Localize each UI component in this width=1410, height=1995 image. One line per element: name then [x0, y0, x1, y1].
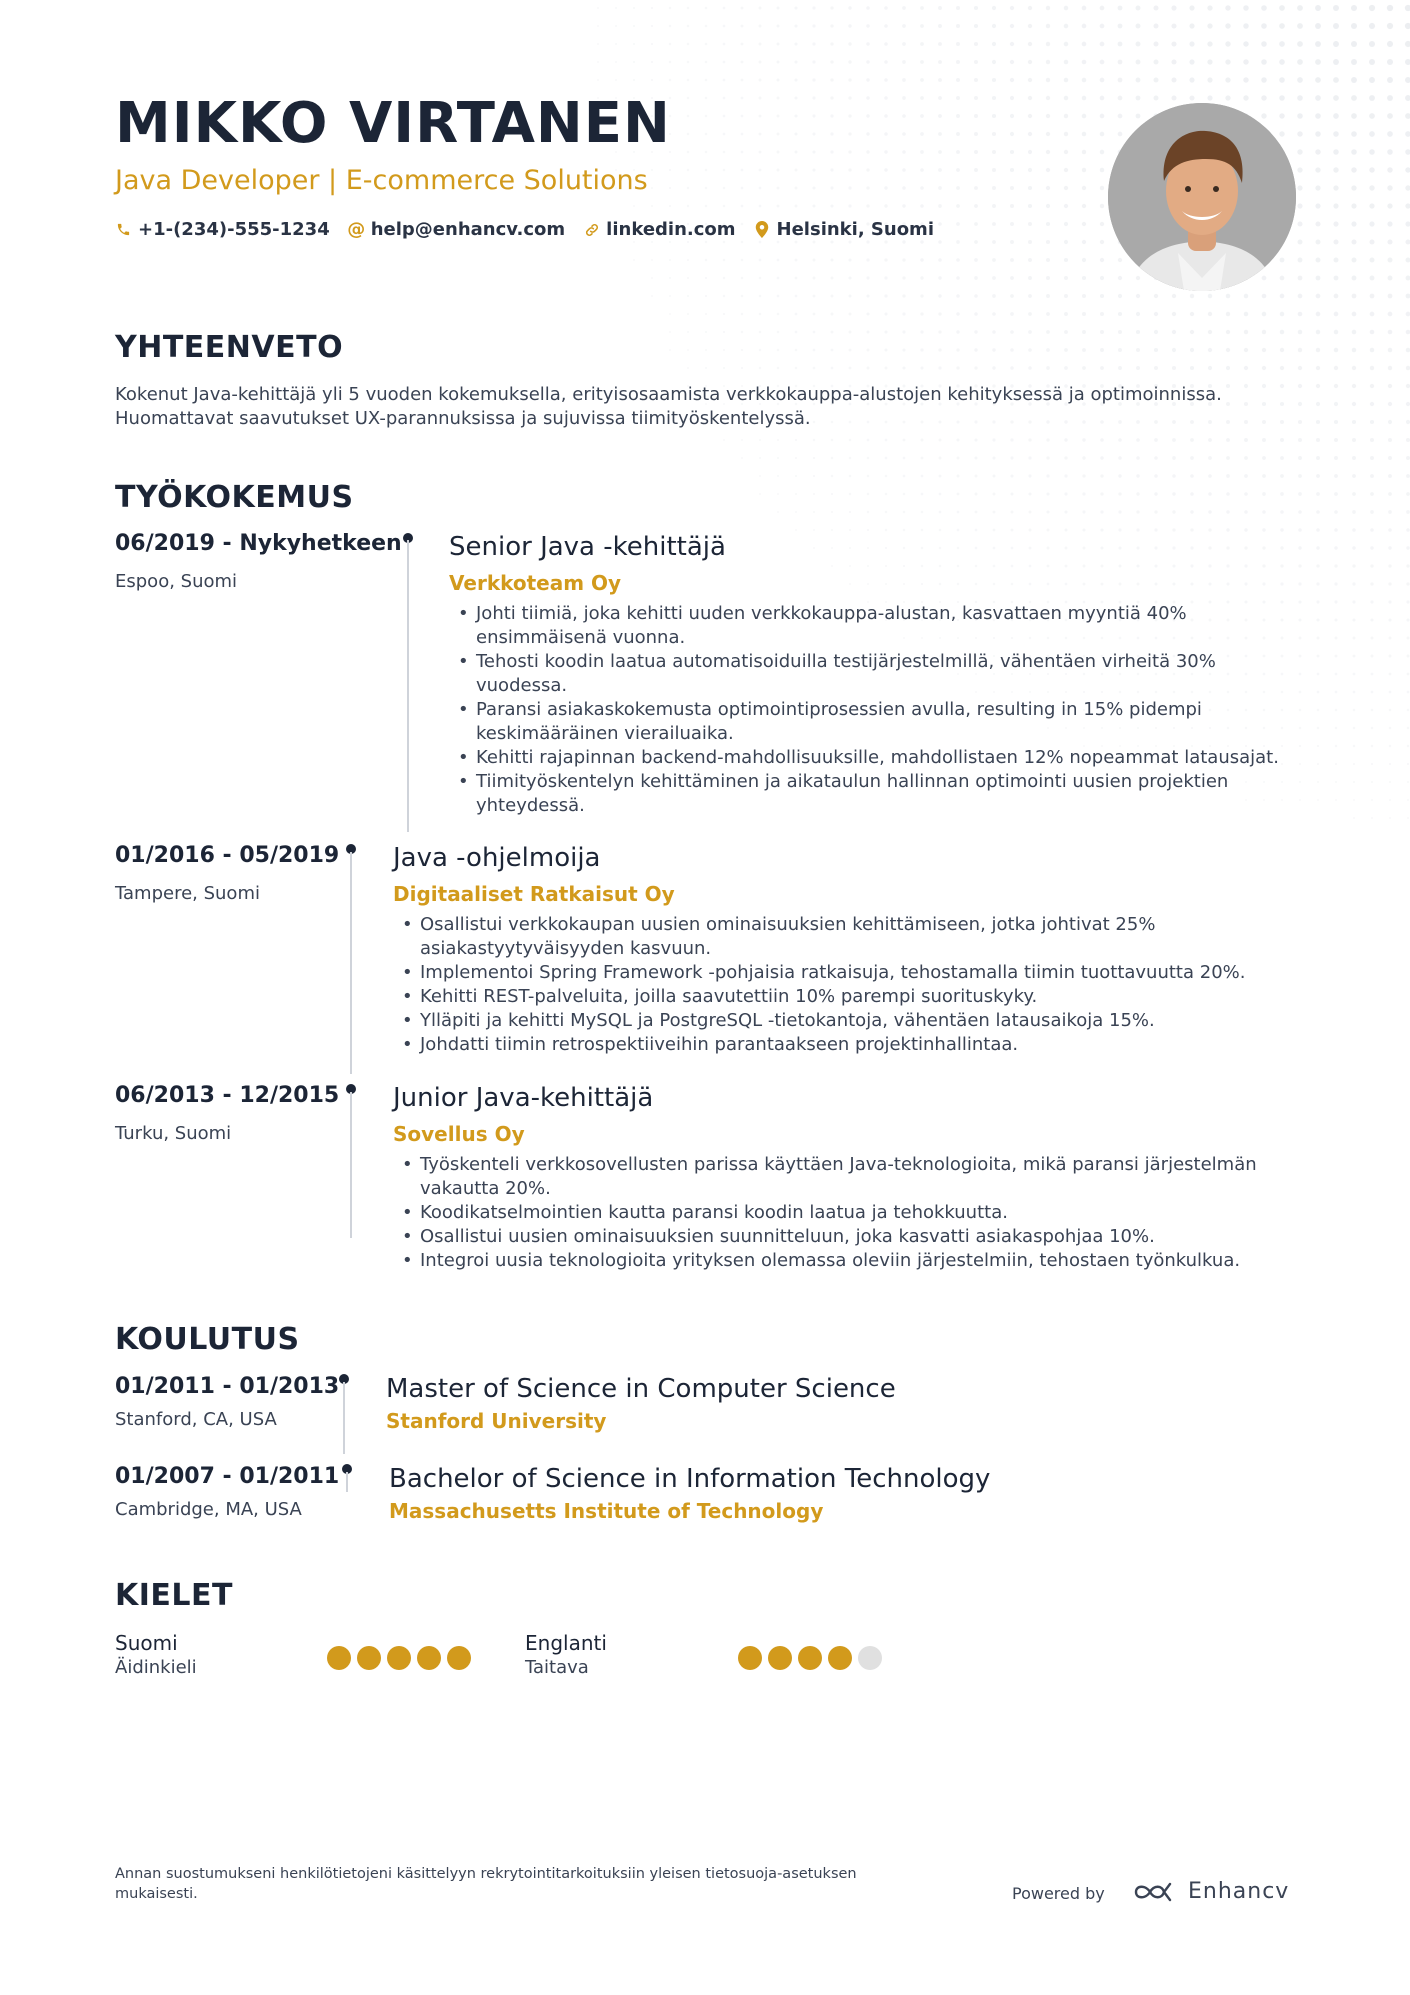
rating-dot-filled [387, 1646, 411, 1670]
language-rating [738, 1646, 882, 1670]
timeline-line [346, 1472, 348, 1492]
timeline-line [350, 852, 352, 1074]
experience-bullets [399, 913, 1299, 1057]
education-date: 01/2007 - 01/2011 [115, 1464, 340, 1489]
experience-heading: TYÖKOKEMUS [115, 480, 354, 515]
list-item: • Kehitti REST-palveluita, joilla saavutettiin 10% parempi suorituskyky. [399, 985, 1299, 1009]
list-item: • Ylläpiti ja kehitti MySQL ja PostgreSQL -tietokantoja, vähentäen latausaikoja 15%. [399, 1009, 1299, 1033]
list-item: • Johti tiimiä, joka kehitti uuden verkkokauppa-alustan, kasvattaen myyntiä 40% ensimmäisenä vuonna. [455, 602, 1295, 650]
summary-heading: YHTEENVETO [115, 330, 344, 365]
list-item: • Implementoi Spring Framework -pohjaisia ratkaisuja, tehostamalla tiimin tuottavuutta 20%. [399, 961, 1299, 985]
candidate-title: Java Developer | E-commerce Solutions [115, 165, 648, 196]
contact-location-text: Helsinki, Suomi [776, 219, 934, 240]
language-rating [327, 1646, 471, 1670]
experience-role: Java -ohjelmoija [393, 843, 601, 873]
contact-bar [115, 219, 934, 240]
summary-text: Kokenut Java-kehittäjä yli 5 vuoden kokemuksella, erityisosaamista verkkokauppa-alustojen kehityksessä ja optimoinnissa. Huomattavat saavutukset UX-parannuksissa ja sujuvissa tiimityöskentelyssä. [115, 384, 1222, 429]
rating-dot-filled [768, 1646, 792, 1670]
education-school: Stanford University [386, 1409, 607, 1433]
language-level: Äidinkieli [115, 1657, 197, 1678]
timeline-line [350, 1092, 352, 1238]
education-degree: Bachelor of Science in Information Technology [389, 1464, 991, 1494]
languages-heading: KIELET [115, 1578, 233, 1613]
enhancv-brand-name: Enhancv [1188, 1879, 1290, 1904]
list-item: • Osallistui uusien ominaisuuksien suunnitteluun, joka kasvatti asiakaspohjaa 10%. [399, 1225, 1299, 1249]
rating-dot-filled [738, 1646, 762, 1670]
contact-email[interactable] [348, 219, 565, 240]
gdpr-consent: Annan suostumukseni henkilötietojeni käsittelyyn rekrytointitarkoituksiin yleisen tietosuoja-asetuksen mukaisesti. [115, 1866, 857, 1902]
link-icon [583, 221, 600, 238]
rating-dot-filled [447, 1646, 471, 1670]
education-heading: KOULUTUS [115, 1322, 300, 1357]
experience-role: Junior Java-kehittäjä [393, 1083, 654, 1113]
list-item: • Integroi uusia teknologioita yrityksen olemassa oleviin järjestelmiin, tehostaen työnkulkua. [399, 1249, 1299, 1273]
rating-dot-filled [417, 1646, 441, 1670]
education-location: Cambridge, MA, USA [115, 1499, 302, 1520]
timeline-line [343, 1382, 345, 1454]
list-item: • Paransi asiakaskokemusta optimointiprosessien avulla, resulting in 15% pidempi keskimääräinen vierailuaika. [455, 698, 1295, 746]
enhancv-logo-icon [1132, 1880, 1178, 1904]
experience-location: Tampere, Suomi [115, 883, 260, 904]
rating-dot-empty [858, 1646, 882, 1670]
experience-location: Espoo, Suomi [115, 571, 238, 592]
experience-bullets [399, 1153, 1299, 1273]
candidate-name: MIKKO VIRTANEN [115, 91, 671, 156]
enhancv-logo[interactable] [1132, 1880, 1289, 1904]
contact-phone-text: +1-(234)-555-1234 [138, 219, 330, 240]
location-pin-icon [754, 221, 771, 238]
rating-dot-filled [828, 1646, 852, 1670]
contact-linkedin-text: linkedin.com [606, 219, 736, 240]
education-school: Massachusetts Institute of Technology [389, 1499, 824, 1523]
contact-email-text: help@enhancv.com [370, 219, 566, 240]
phone-icon [115, 221, 132, 238]
contact-location [754, 219, 934, 240]
language-level: Taitava [525, 1657, 589, 1678]
experience-company: Sovellus Oy [393, 1122, 525, 1146]
experience-location: Turku, Suomi [115, 1123, 232, 1144]
contact-phone[interactable] [115, 219, 330, 240]
contact-linkedin[interactable] [583, 219, 735, 240]
at-icon: @ [347, 219, 366, 240]
rating-dot-filled [798, 1646, 822, 1670]
list-item: • Johdatti tiimin retrospektiiveihin parantaakseen projektinhallintaa. [399, 1033, 1299, 1057]
education-location: Stanford, CA, USA [115, 1409, 277, 1430]
experience-bullets [455, 602, 1295, 818]
education-date: 01/2011 - 01/2013 [115, 1374, 340, 1399]
list-item: • Kehitti rajapinnan backend-mahdollisuuksille, mahdollistaen 12% nopeammat latausajat. [455, 746, 1295, 770]
list-item: • Tehosti koodin laatua automatisoiduilla testijärjestelmillä, vähentäen virheitä 30% vuodessa. [455, 650, 1295, 698]
list-item: • Työskenteli verkkosovellusten parissa käyttäen Java-teknologioita, mikä paransi järjestelmän vakautta 20%. [399, 1153, 1299, 1201]
experience-company: Verkkoteam Oy [449, 571, 622, 595]
experience-role: Senior Java -kehittäjä [449, 532, 726, 562]
experience-date: 06/2013 - 12/2015 [115, 1083, 340, 1108]
language-name: Englanti [525, 1631, 607, 1655]
powered-by-label: Powered by [1012, 1884, 1105, 1903]
rating-dot-filled [357, 1646, 381, 1670]
experience-company: Digitaaliset Ratkaisut Oy [393, 882, 675, 906]
list-item: • Tiimityöskentelyn kehittäminen ja aikataulun hallinnan optimointi uusien projektien yhteydessä. [455, 770, 1295, 818]
rating-dot-filled [327, 1646, 351, 1670]
avatar [1108, 103, 1296, 291]
list-item: • Koodikatselmointien kautta paransi koodin laatua ja tehokkuutta. [399, 1201, 1299, 1225]
avatar-portrait-icon [1108, 103, 1296, 291]
timeline-line [407, 540, 409, 832]
language-name: Suomi [115, 1631, 178, 1655]
experience-date: 06/2019 - Nykyhetkeen [115, 531, 402, 556]
list-item: • Osallistui verkkokaupan uusien ominaisuuksien kehittämiseen, jotka johtivat 25% asiakastyytyväisyyden kasvuun. [399, 913, 1299, 961]
education-degree: Master of Science in Computer Science [386, 1374, 896, 1404]
experience-date: 01/2016 - 05/2019 [115, 843, 340, 868]
